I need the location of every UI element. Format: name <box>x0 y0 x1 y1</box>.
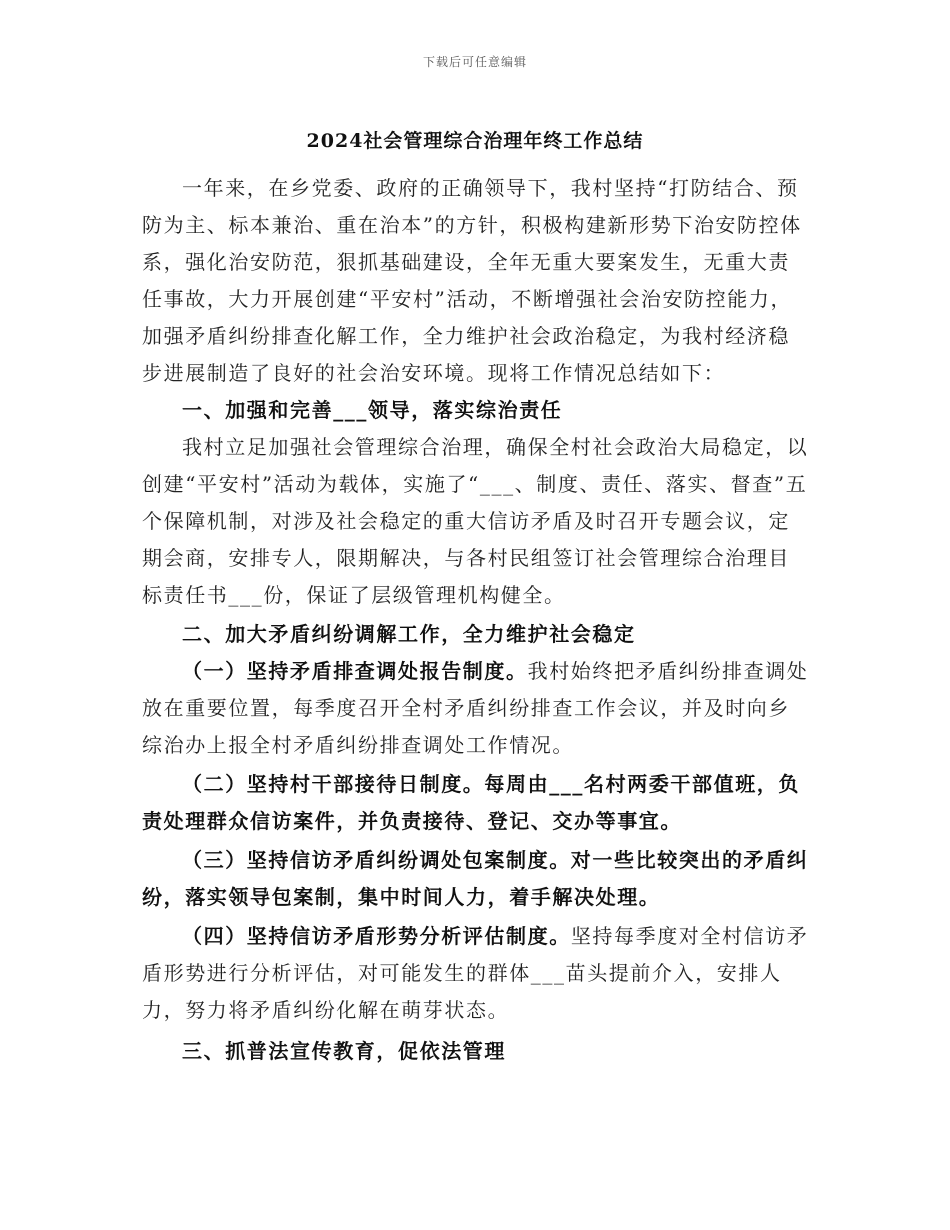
section-2-item-1 <box>142 653 810 764</box>
item-4-text: 坚持每季度对全村信访矛盾形势进行分析评估，对可能发生的群体___苗头提前介入，安排人力，努力将矛盾纠纷化解在萌芽状态。 <box>142 924 809 1022</box>
section-1-paragraph: 我村立足加强社会管理综合治理，确保全村社会政治大局稳定，以创建“平安村”活动为载体，实施了“___、制度、责任、落实、督查”五个保障机制，对涉及社会稳定的重大信访矛盾及时召开专题会议，定期会商，安排专人，限期解决，与各村民组签订社会管理综合治理目标责任书___份，保证了层级管理机构健全。 <box>142 435 809 607</box>
item-4-lead: （四）坚持信访矛盾形势分析评估制度。 <box>182 924 571 948</box>
section-2-item-4 <box>142 918 810 1029</box>
section-2-heading: 二、加大矛盾纠纷调解工作，全力维护社会稳定 <box>182 622 636 646</box>
section-2-item-3: （三）坚持信访矛盾纠纷调处包案制度。对一些比较突出的矛盾纠纷，落实领导包案制，集中时间人力，着手解决处理。 <box>142 848 809 909</box>
page-header-note: 下载后可任意编辑 <box>422 55 527 69</box>
intro-paragraph: 一年来，在乡党委、政府的正确领导下，我村坚持“打防结合、预防为主、标本兼治、重在治本”的方针，积极构建新形势下治安防控体系，强化治安防范，狠抓基础建设，全年无重大要案发生，无重大责任事故，大力开展创建“平安村”活动，不断增强社会治安防控能力，加强矛盾纠纷排查化解工作，全力维护社会政治稳定，为我村经济稳步进展制造了良好的社会治安环境。现将工作情况总结如下： <box>142 176 802 385</box>
section-3-heading: 三、抓普法宣传教育，促依法管理 <box>182 1039 506 1063</box>
section-1-heading: 一、加强和完善___领导，落实综治责任 <box>182 398 563 422</box>
item-1-lead: （一）坚持矛盾排查调处报告制度。 <box>182 659 528 683</box>
section-2-item-2: （二）坚持村干部接待日制度。每周由___名村两委干部值班，负责处理群众信访案件，并负责接待、登记、交办等事宜。 <box>142 772 800 833</box>
item-1-text: 我村始终把矛盾纠纷排查调处放在重要位置，每季度召开全村矛盾纠纷排查工作会议，并及时向乡综治办上报全村矛盾纠纷排查调处工作情况。 <box>142 659 809 757</box>
document-body <box>142 170 810 1070</box>
document-title: 2024社会管理综合治理年终工作总结 <box>306 130 644 152</box>
